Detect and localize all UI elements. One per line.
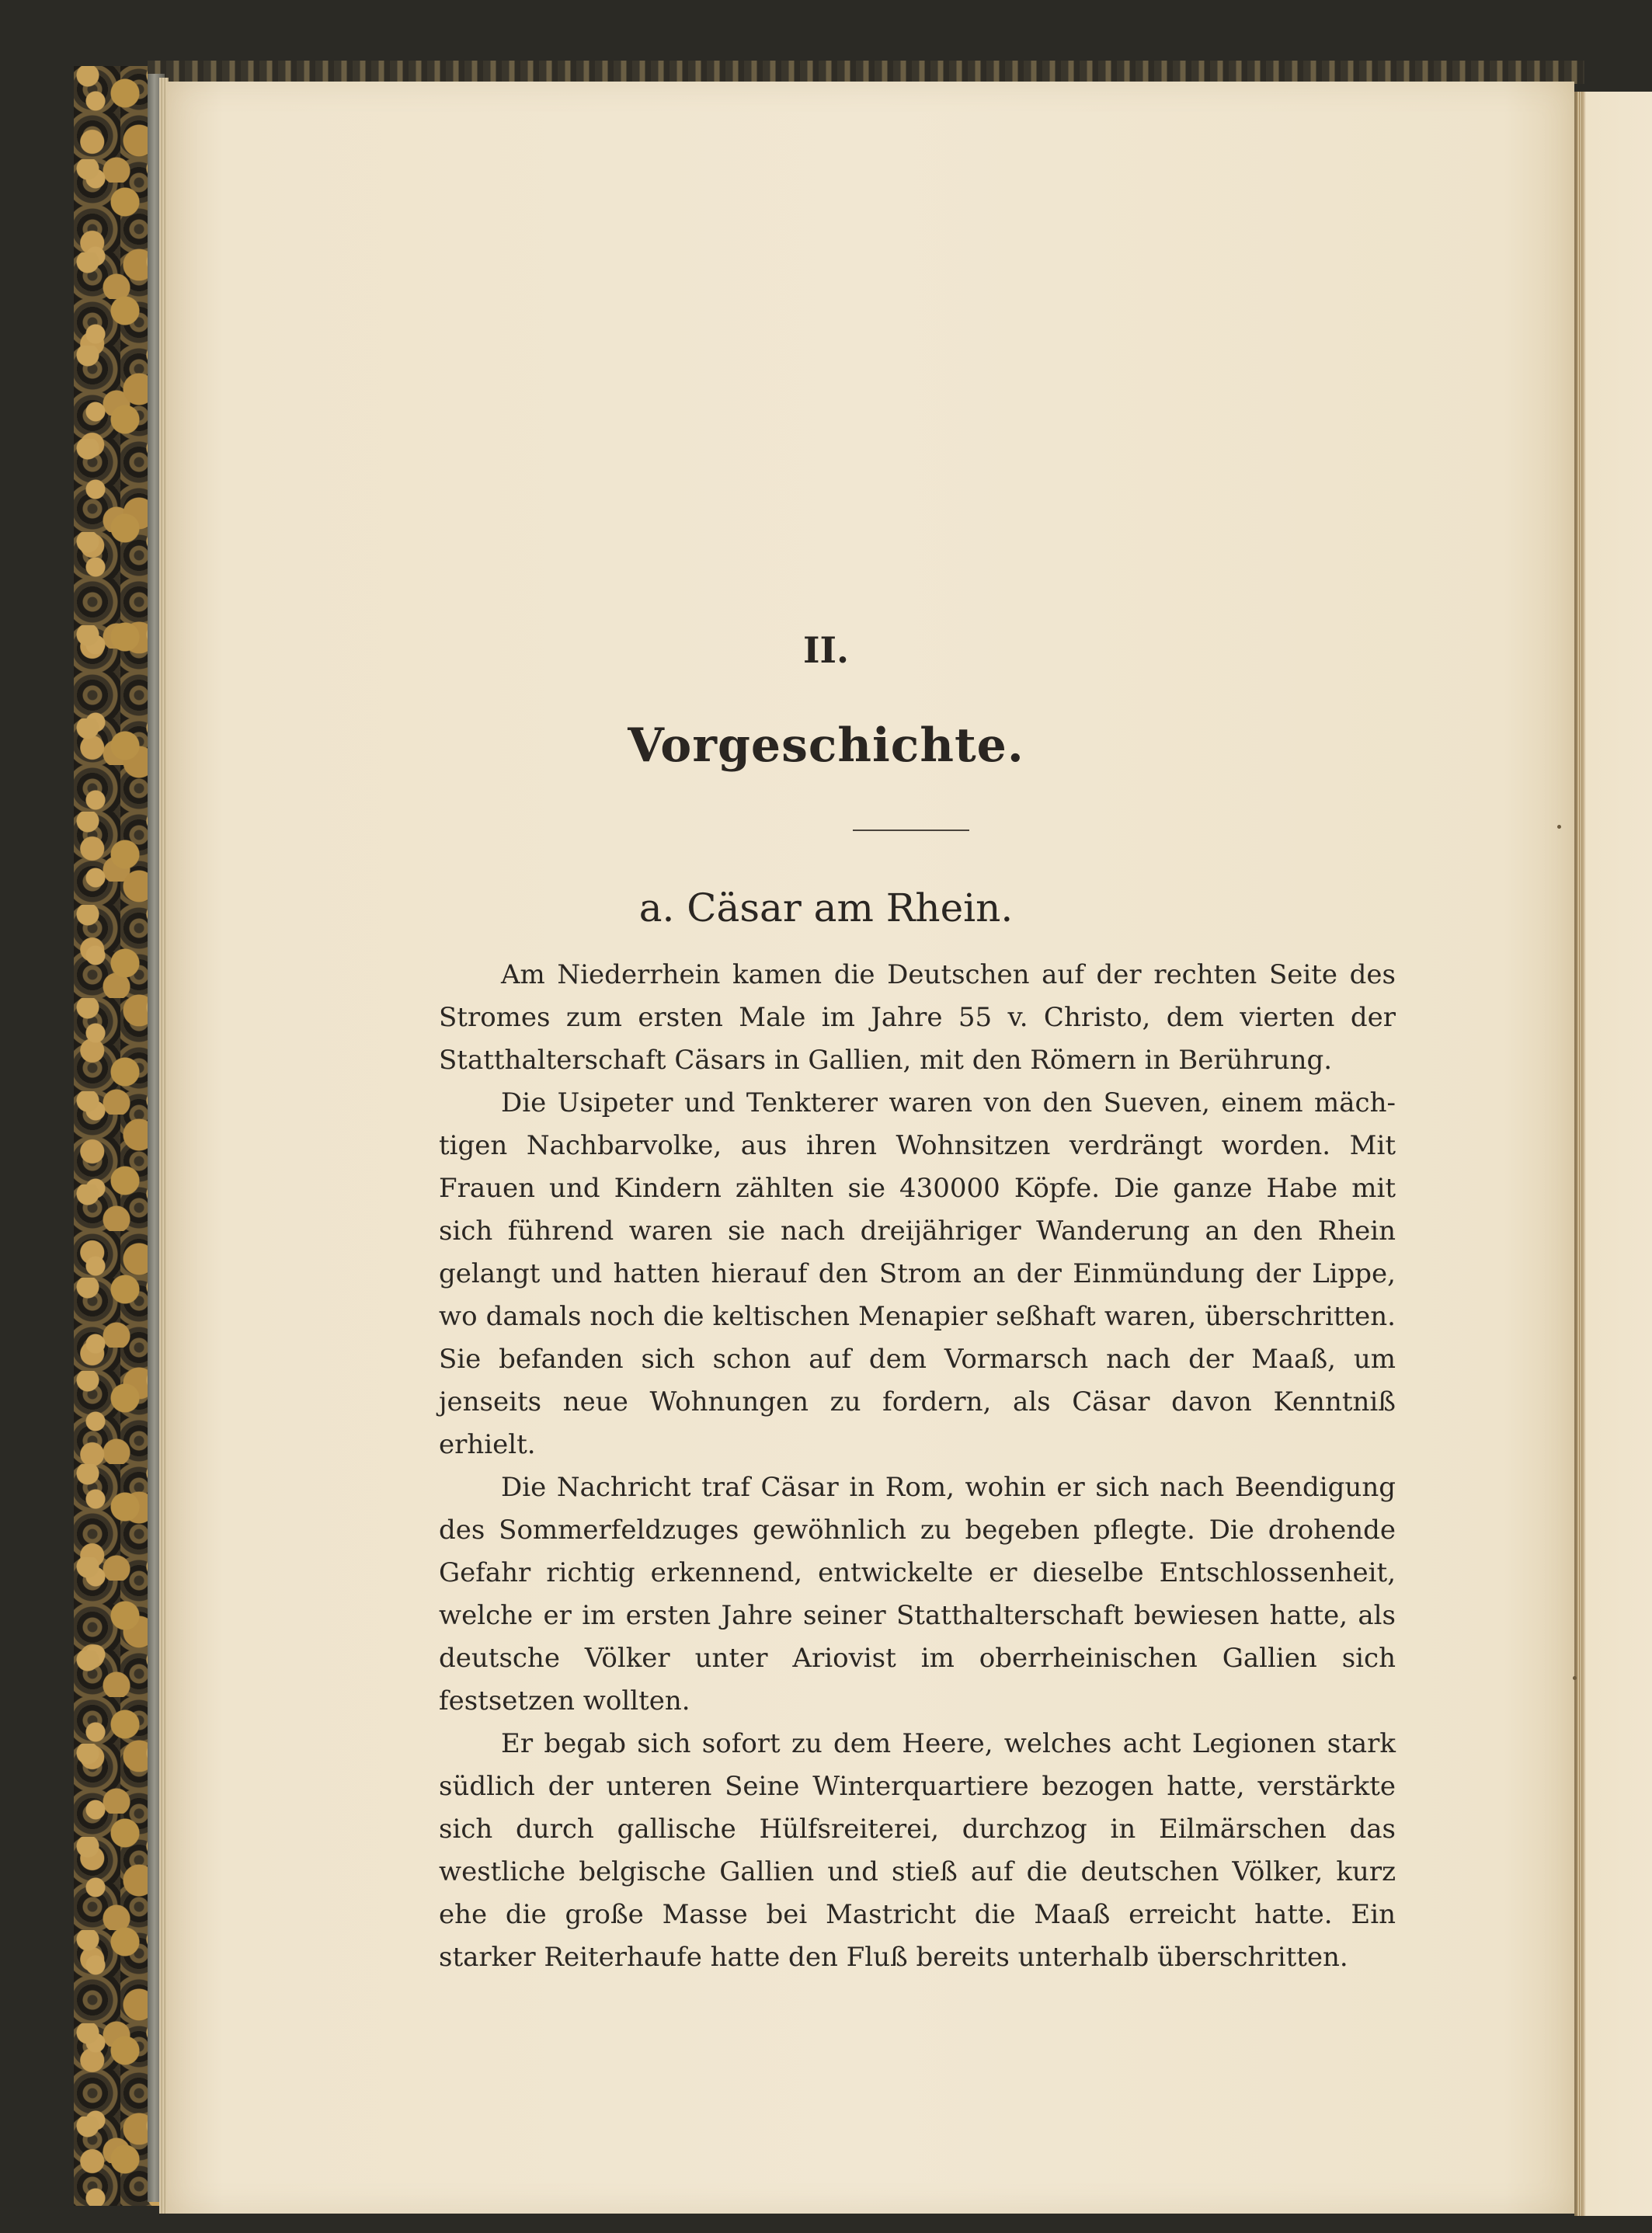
- paragraph-3: Die Nachricht traf Cäsar in Rom, wohin er sich nach Beendigung des Sommerfeldzuges gewöhnlich zu begeben pflegte. Die drohende Gefahr richtig erkennend, entwickelte er dieselbe Entschlossenheit, welche er im ersten Jahre seiner Statthalterschaft bewiesen hatte, als deutsche Völker unter Ariovist im oberrheinischen Gallien sich festsetzen wollten.: [439, 1472, 1396, 1716]
- chapter-number: II.: [802, 629, 850, 671]
- section-heading: a. Cäsar am Rhein.: [638, 885, 1014, 930]
- book-top-edge: [148, 61, 1584, 84]
- paragraph-4: Er begab sich sofort zu dem Heere, welches acht Legionen stark südlich der unteren Seine Winterquartiere bezogen hatte, verstärkte sich durch gallische Hülfsreiterei, durchzog in Eilmärschen das westliche belgische Gallien und stieß auf die deutschen Völker, kurz ehe die große Masse bei Mastricht die Maaß erreicht hatte. Ein starker Reiterhaufe hatte den Fluß bereits unterhalb überschritten.: [439, 1728, 1396, 1973]
- facing-page: [1574, 92, 1652, 2216]
- paragraph-2: Die Usipeter und Tenkterer waren von den Sueven, einem mächtigen Nachbarvolke, aus ihren Wohnsitzen verdrängt worden. Mit Frauen und Kindern zählten sie 430000 Köpfe. Die ganze Habe mit sich führend waren sie nach dreijähriger Wanderung an den Rhein gelangt und hatten hierauf den Strom an der Einmündung der Lippe, wo damals noch die keltischen Menapier seßhaft waren, überschritten. Sie befanden sich schon auf dem Vormarsch nach der Maaß, um jenseits neue Wohnungen zu fordern, als Cäsar davon Kenntniß erhielt.: [439, 1087, 1396, 1460]
- paragraph-1: Am Niederrhein kamen die Deutschen auf der rechten Seite des Stromes zum ersten Male im Jahre 55 v. Christo, dem vierten der Statthalterschaft Cäsars in Gallien, mit den Römern in Berührung.: [439, 959, 1396, 1076]
- title-divider: [853, 830, 969, 831]
- paper-speck: [1557, 825, 1561, 829]
- body-text: [439, 954, 1396, 1979]
- paper-speck: [1573, 1676, 1577, 1680]
- facing-page-edge: [1577, 92, 1583, 2216]
- chapter-title: Vorgeschichte.: [628, 718, 1024, 773]
